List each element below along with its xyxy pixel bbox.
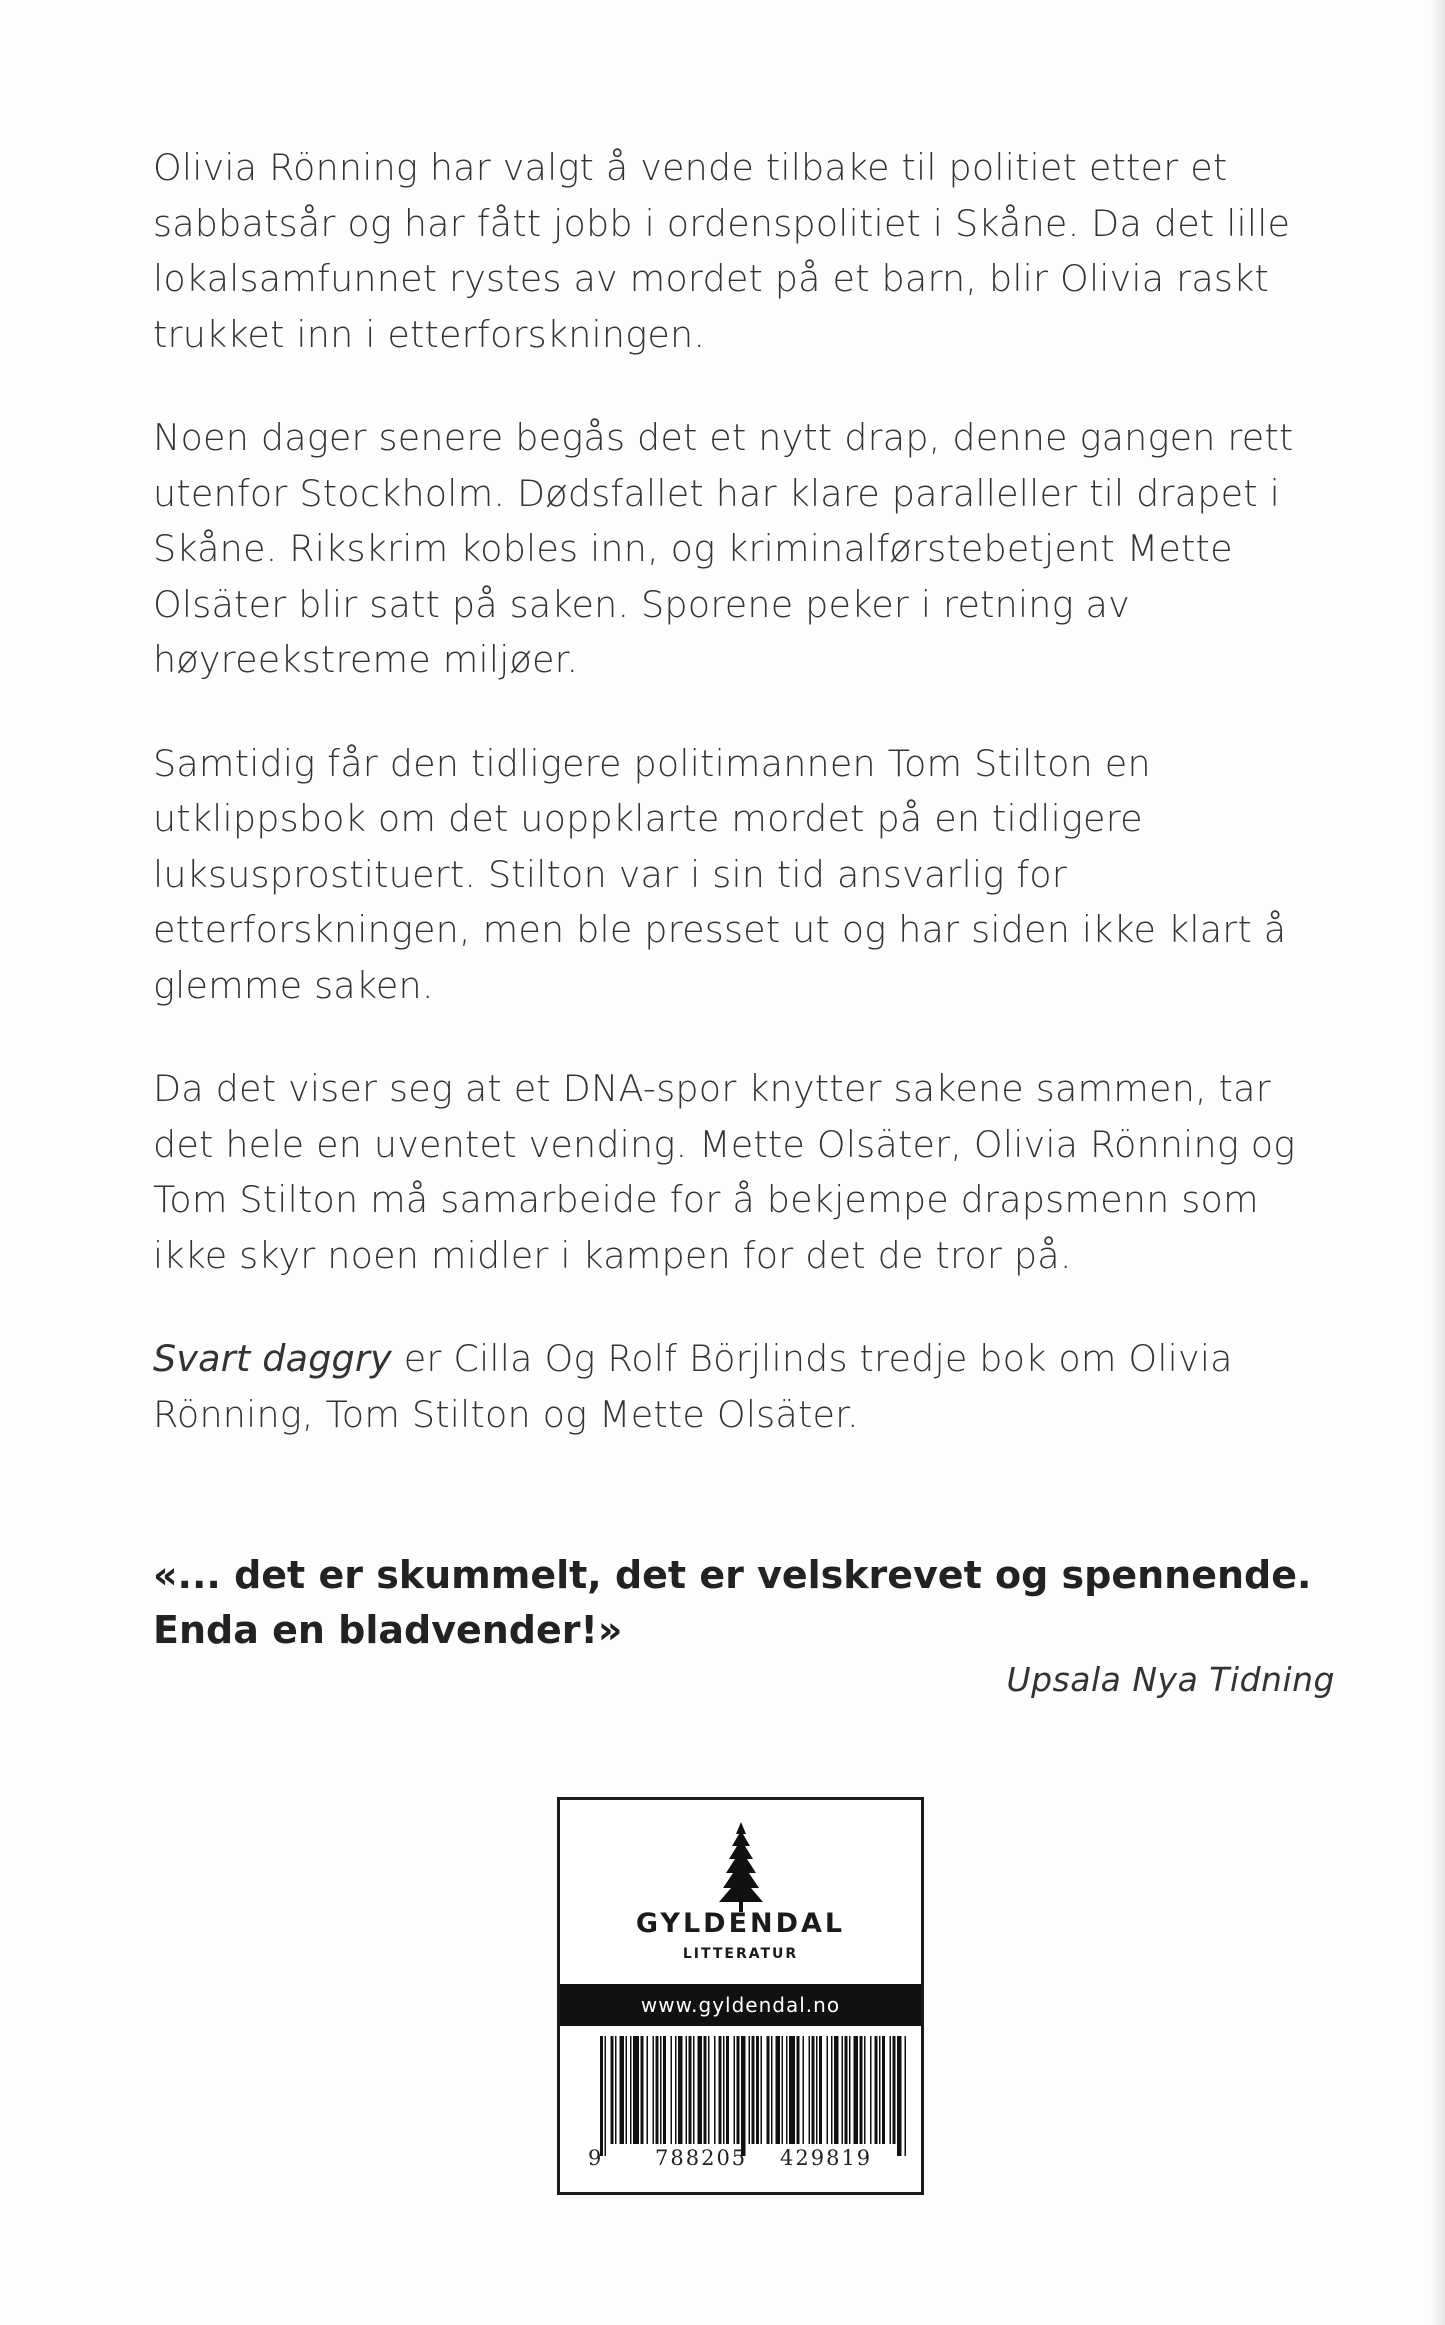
barcode-bar bbox=[834, 2036, 839, 2144]
barcode-bar bbox=[671, 2036, 673, 2144]
barcode-bar bbox=[641, 2036, 644, 2144]
barcode-bar bbox=[737, 2036, 740, 2144]
book-title: Svart daggry bbox=[153, 1337, 392, 1380]
barcode-bar bbox=[633, 2036, 639, 2144]
barcode-bar bbox=[723, 2036, 725, 2144]
review-quote bbox=[153, 1548, 1353, 1658]
barcode-bar bbox=[726, 2036, 729, 2144]
barcode-bar bbox=[698, 2036, 703, 2144]
barcode-bar bbox=[689, 2036, 692, 2144]
barcode-bar bbox=[749, 2036, 751, 2144]
barcode-bar bbox=[611, 2036, 614, 2144]
barcode-bar bbox=[600, 2036, 603, 2156]
isbn-barcode bbox=[570, 2036, 915, 2156]
barcode-bar bbox=[845, 2036, 848, 2144]
spruce-tree-icon bbox=[719, 1822, 763, 1914]
barcode-bar bbox=[615, 2036, 617, 2144]
blurb-paragraph-5 bbox=[153, 1331, 1328, 1442]
barcode-bar bbox=[605, 2036, 607, 2156]
publisher-subtitle: LITTERATUR bbox=[682, 1946, 799, 1962]
blurb-paragraph-2: Noen dager senere begås det et nytt drap, denne gangen rett utenfor Stockholm. Dødsfallet har klare paralleller til drapet i Skåne. Rikskrim kobles inn, og kriminalførstebetjent Mette Olsäter blir satt på saken. Sporene peker i retning av høyreekstreme miljøer. bbox=[153, 416, 1294, 681]
review-source: Upsala Nya Tidning bbox=[1006, 1660, 1335, 1699]
barcode-bar bbox=[905, 2036, 907, 2156]
barcode-bar bbox=[704, 2036, 707, 2144]
barcode-bar bbox=[708, 2036, 710, 2144]
barcode-bar bbox=[782, 2036, 784, 2144]
barcode-bar bbox=[875, 2036, 878, 2144]
barcode-bar bbox=[741, 2036, 746, 2156]
barcode-bar bbox=[620, 2036, 625, 2144]
barcode-bar bbox=[789, 2036, 795, 2144]
barcode-bar bbox=[752, 2036, 755, 2144]
barcode-bar bbox=[776, 2036, 781, 2144]
barcode-bar bbox=[756, 2036, 759, 2144]
barcode-digits bbox=[560, 2146, 921, 2176]
blurb-paragraph-1: Olivia Rönning har valgt å vende tilbake til politiet etter et sabbatsår og har fått jobb i ordenspolitiet i Skåne. Da det lille lokalsamfunnet rystes av mordet på et barn, blir Olivia raskt trukket inn i etterforskningen. bbox=[153, 146, 1291, 356]
publisher-name: GYLDENDAL bbox=[635, 1908, 846, 1939]
barcode-bar bbox=[719, 2036, 722, 2144]
barcode-bar bbox=[626, 2036, 628, 2144]
barcode-bar bbox=[879, 2036, 881, 2144]
review-quote-line-2: Enda en bladvender!» bbox=[153, 1608, 623, 1652]
barcode-lead-digit: 9 bbox=[588, 2146, 602, 2170]
blurb-paragraph-4: Da det viser seg at et DNA-spor knytter sakene sammen, tar det hele en uventet vending. Mette Olsäter, Olivia Rönning og Tom Stilton må samarbeide for å bekjempe drapsmenn som ikke skyr noen midler i kampen for det de tror på. bbox=[153, 1067, 1296, 1277]
barcode-bar bbox=[882, 2036, 885, 2144]
barcode-bar bbox=[812, 2036, 815, 2144]
blurb-paragraph-5-text: er Cilla Og Rolf Börjlinds tredje bok om Olivia Rönning, Tom Stilton og Mette Olsäter. bbox=[153, 1337, 1233, 1436]
back-cover-blurb bbox=[153, 140, 1328, 1442]
barcode-bar bbox=[686, 2036, 688, 2144]
barcode-bar bbox=[693, 2036, 695, 2144]
barcode-bar bbox=[761, 2036, 763, 2144]
review-quote-line-1: «... det er skummelt, det er velskrevet og spennende. bbox=[153, 1553, 1312, 1597]
barcode-bar bbox=[803, 2036, 805, 2144]
barcode-bar bbox=[816, 2036, 818, 2144]
blurb-paragraph-3: Samtidig får den tidligere politimannen Tom Stilton en utklippsbok om det uoppklarte mordet på en tidligere luksusprostituert. Stilton var i sin tid ansvarlig for etterforskningen, men ble presset ut og har siden ikke klart å glemme saken. bbox=[153, 741, 1287, 1007]
barcode-bar bbox=[797, 2036, 800, 2144]
barcode-bar bbox=[897, 2036, 902, 2156]
barcode-bar bbox=[771, 2036, 773, 2144]
barcode-bar bbox=[656, 2036, 659, 2144]
publisher-barcode-label bbox=[557, 1797, 924, 2195]
barcode-bar bbox=[734, 2036, 736, 2144]
barcode-bar bbox=[890, 2036, 892, 2144]
barcode-bar bbox=[809, 2036, 811, 2144]
barcode-bar bbox=[653, 2036, 655, 2144]
page-edge-shadow bbox=[1431, 0, 1445, 2325]
barcode-digit-group-2: 429819 bbox=[780, 2146, 873, 2170]
barcode-bar bbox=[819, 2036, 822, 2144]
barcode-bar bbox=[831, 2036, 833, 2144]
publisher-url: www.gyldendal.no bbox=[560, 1984, 921, 2026]
barcode-bar bbox=[678, 2036, 683, 2144]
barcode-bar bbox=[767, 2036, 770, 2144]
barcode-bar bbox=[714, 2036, 716, 2144]
barcode-bar bbox=[893, 2036, 896, 2144]
barcode-bar bbox=[660, 2036, 662, 2144]
barcode-bar bbox=[786, 2036, 788, 2144]
barcode-bar bbox=[827, 2036, 829, 2144]
barcode-digit-group-1: 788205 bbox=[655, 2146, 748, 2170]
barcode-bar bbox=[630, 2036, 632, 2144]
barcode-bar bbox=[849, 2036, 851, 2144]
barcode-bar bbox=[870, 2036, 872, 2144]
barcode-bar bbox=[842, 2036, 844, 2144]
barcode-bar bbox=[864, 2036, 866, 2144]
barcode-bar bbox=[647, 2036, 649, 2144]
barcode-bar bbox=[663, 2036, 666, 2144]
barcode-bar bbox=[860, 2036, 863, 2144]
barcode-bar bbox=[854, 2036, 859, 2144]
barcode-bar bbox=[675, 2036, 677, 2144]
